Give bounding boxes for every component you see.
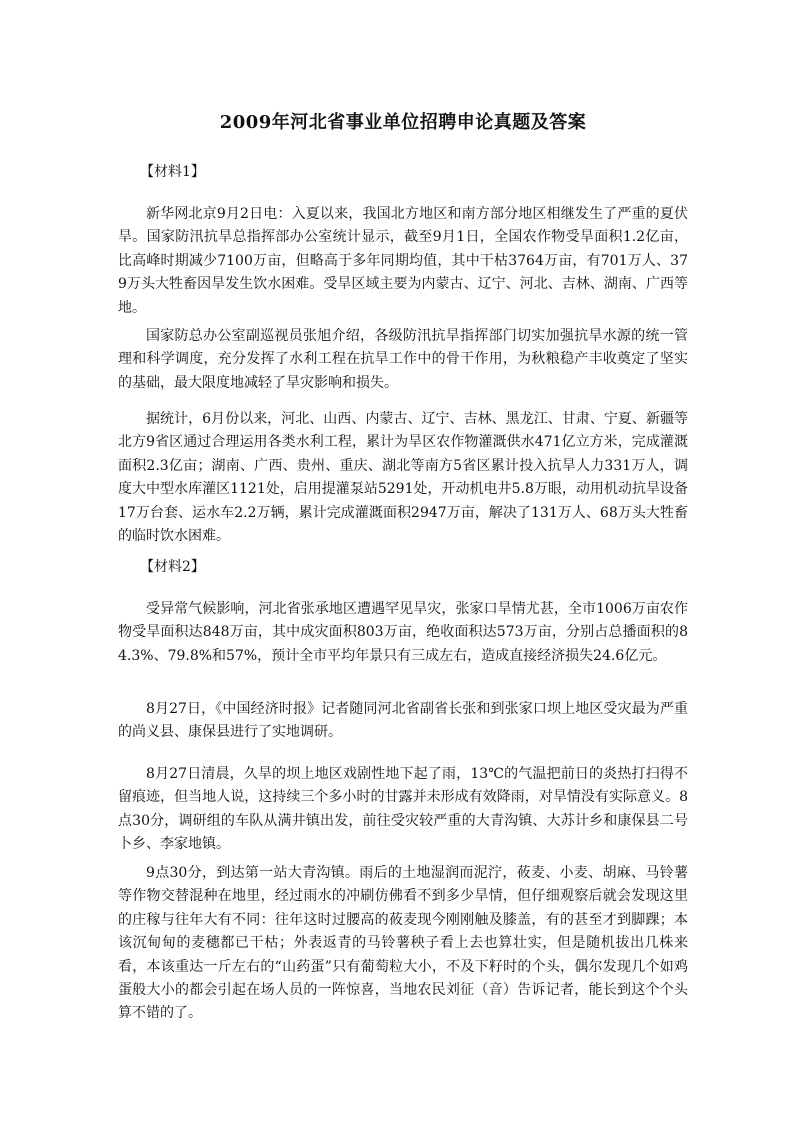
section-label-material-2: 【材料2】 — [140, 559, 205, 575]
paragraph: 据统计，6月份以来，河北、山西、内蒙古、辽宁、吉林、黑龙江、甘肃、宁夏、新疆等北方9省区通过合理运用各类水利工程，累计为旱区农作物灌溉供水471亿立方米，完成灌溉面积2.3亿亩；湖南、广西、贵州、重庆、湖北等南方5省区累计投入抗旱人力331万人，调度大中型水库灌区1121处，启用提灌泵站5291处，开动机电井5.8万眼，动用机动抗旱设备17万台套、运水车2.2万辆，累计完成灌溉面积2947万亩，解决了131万人、68万头大牲畜的临时饮水困难。 — [118, 411, 688, 545]
paragraph: 国家防总办公室副巡视员张旭介绍，各级防汛抗旱指挥部门切实加强抗旱水源的统一管理和科学调度，充分发挥了水利工程在抗旱工作中的骨干作用，为秋粮稳产丰收奠定了坚实的基础，最大限度地减轻了旱灾影响和损失。 — [118, 328, 688, 391]
paragraph: 8月27日清晨，久旱的坝上地区戏剧性地下起了雨，13℃的气温把前日的炎热打扫得不留痕迹，但当地人说，这持续三个多小时的甘露并未形成有效降雨，对旱情没有实际意义。8点30分，调研组的车队从满井镇出发，前往受灾较严重的大青沟镇、大苏计乡和康保县二号卜乡、李家地镇。 — [118, 766, 688, 853]
paragraph: 受异常气候影响，河北省张承地区遭遇罕见旱灾，张家口旱情尤甚，全市1006万亩农作物受旱面积达848万亩，其中成灾面积803万亩，绝收面积达573万亩，分别占总播面积的84.3%、79.8%和57%，预计全市平均年景只有三成左右，造成直接经济损失24.6亿元。 — [118, 601, 688, 664]
paragraph: 新华网北京9月2日电：入夏以来，我国北方地区和南方部分地区相继发生了严重的夏伏旱。国家防汛抗旱总指挥部办公室统计显示，截至9月1日，全国农作物受旱面积1.2亿亩，比高峰时期减少7100万亩，但略高于多年同期均值，其中干枯3764万亩，有701万人、379万头大牲畜因旱发生饮水困难。受旱区域主要为内蒙古、辽宁、河北、吉林、湖南、广西等地。 — [118, 206, 688, 316]
paragraph: 8月27日，《中国经济时报》记者随同河北省副省长张和到张家口坝上地区受灾最为严重的尚义县、康保县进行了实地调研。 — [118, 701, 688, 741]
paragraph: 9点30分，到达第一站大青沟镇。雨后的土地湿润而泥泞，莜麦、小麦、胡麻、马铃薯等作物交替混种在地里，经过雨水的冲刷仿佛看不到多少旱情，但仔细观察后就会发现这里的庄稼与往年大有不同：往年这时过腰高的莜麦现今刚刚触及膝盖，有的甚至才到脚踝；本该沉甸甸的麦穗都已干枯；外表返青的马铃薯秧子看上去也算壮实，但是随机拔出几株来看，本该重达一斤左右的“山药蛋”只有葡萄粒大小，不及下籽时的个头，偶尔发现几个如鸡蛋般大小的都会引起在场人员的一阵惊喜，当地农民刘征（音）告诉记者，能长到这个个头算不错的了。 — [118, 865, 688, 1022]
document-title: 2009年河北省事业单位招聘申论真题及答案 — [219, 112, 587, 133]
section-label-material-1: 【材料1】 — [140, 164, 205, 180]
